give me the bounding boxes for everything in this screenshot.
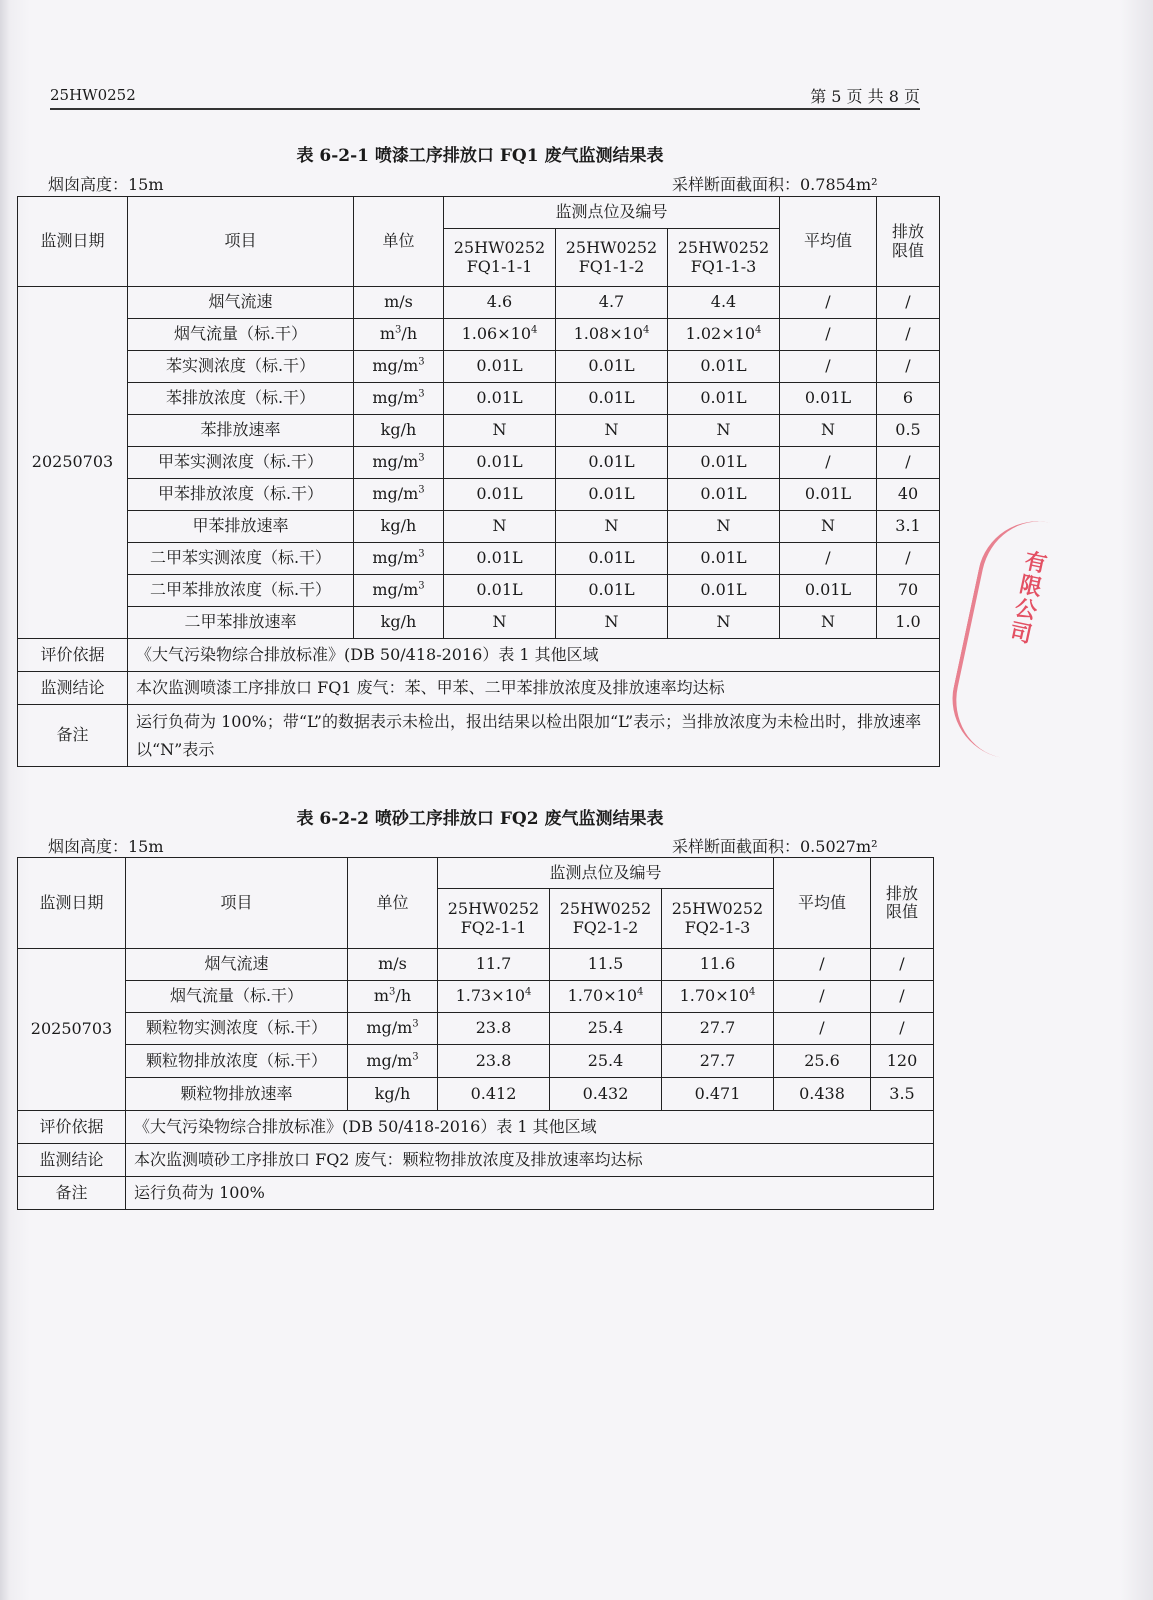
row-value-1: 23.8 bbox=[438, 1013, 550, 1045]
row-value-2: 0.432 bbox=[550, 1078, 662, 1111]
row-item: 甲苯排放速率 bbox=[128, 511, 354, 543]
row-value-2: 11.5 bbox=[550, 949, 662, 981]
row-value-2: 0.01L bbox=[556, 479, 668, 511]
row-item: 甲苯排放浓度（标.干） bbox=[128, 479, 354, 511]
row-unit: $mg/m^3$ bbox=[354, 479, 444, 511]
table1-date: 20250703 bbox=[18, 287, 128, 639]
row-value-1: 0.01L bbox=[444, 383, 556, 415]
row-unit: $m^3/h$ bbox=[354, 319, 444, 351]
row-value-2: 25.4 bbox=[550, 1013, 662, 1045]
row-avg: 25.6 bbox=[774, 1045, 871, 1078]
row-avg: N bbox=[780, 511, 877, 543]
row-limit: 0.5 bbox=[877, 415, 940, 447]
row-limit: 120 bbox=[871, 1045, 934, 1078]
row-unit: kg/h bbox=[354, 607, 444, 639]
row-item: 烟气流量（标.干） bbox=[126, 981, 348, 1013]
conclusion-label: 监测结论 bbox=[18, 672, 128, 705]
table1-basis-row bbox=[18, 639, 940, 672]
row-value-2: $1.08\times 10^4$ bbox=[556, 319, 668, 351]
table1-head-date: 监测日期 bbox=[18, 197, 128, 287]
row-limit: / bbox=[871, 981, 934, 1013]
row-unit: $m^3/h$ bbox=[348, 981, 438, 1013]
row-value-2: $1.70\times 10^4$ bbox=[550, 981, 662, 1013]
row-value-3: 0.01L bbox=[668, 479, 780, 511]
row-value-3: 27.7 bbox=[662, 1045, 774, 1078]
row-value-3: $1.70\times 10^4$ bbox=[662, 981, 774, 1013]
row-value-2: N bbox=[556, 607, 668, 639]
row-value-3: 4.4 bbox=[668, 287, 780, 319]
row-value-3: N bbox=[668, 511, 780, 543]
table2-title: 表 6-2-2 喷砂工序排放口 FQ2 废气监测结果表 bbox=[296, 809, 664, 829]
row-value-2: 0.01L bbox=[556, 543, 668, 575]
row-item: 烟气流量（标.干） bbox=[128, 319, 354, 351]
table-row bbox=[18, 319, 940, 351]
row-value-2: N bbox=[556, 511, 668, 543]
table1-note-row bbox=[18, 705, 940, 767]
row-limit: / bbox=[877, 287, 940, 319]
table-row bbox=[18, 1078, 934, 1111]
row-value-2: 0.01L bbox=[556, 351, 668, 383]
row-value-3: 0.01L bbox=[668, 543, 780, 575]
row-item: 颗粒物排放速率 bbox=[126, 1078, 348, 1111]
row-value-2: 0.01L bbox=[556, 383, 668, 415]
row-item: 苯排放浓度（标.干） bbox=[128, 383, 354, 415]
table1-title: 表 6-2-1 喷漆工序排放口 FQ1 废气监测结果表 bbox=[296, 146, 664, 166]
row-value-1: 0.412 bbox=[438, 1078, 550, 1111]
basis-label: 评价依据 bbox=[18, 1111, 126, 1144]
row-value-1: 4.6 bbox=[444, 287, 556, 319]
row-value-1: 0.01L bbox=[444, 351, 556, 383]
row-limit: 70 bbox=[877, 575, 940, 607]
row-value-3: $1.02\times 10^4$ bbox=[668, 319, 780, 351]
table2-head-point3: 25HW0252 FQ2-1-3 bbox=[662, 889, 774, 949]
table-row bbox=[18, 543, 940, 575]
row-value-1: $1.06\times 10^4$ bbox=[444, 319, 556, 351]
table-row bbox=[18, 383, 940, 415]
table2-conclusion-row bbox=[18, 1144, 934, 1177]
table-row bbox=[18, 415, 940, 447]
row-value-1: N bbox=[444, 511, 556, 543]
note-text: 运行负荷为 100%；带“L”的数据表示未检出，报出结果以检出限加“L”表示；当排放浓度为未检出时，排放速率以“N”表示 bbox=[128, 705, 940, 767]
row-unit: $mg/m^3$ bbox=[354, 575, 444, 607]
row-value-2: 4.7 bbox=[556, 287, 668, 319]
row-avg: / bbox=[774, 949, 871, 981]
note-text: 运行负荷为 100% bbox=[126, 1177, 934, 1210]
row-limit: 6 bbox=[877, 383, 940, 415]
table1-stack-height: 烟囱高度：15m bbox=[48, 175, 164, 194]
table-row bbox=[18, 607, 940, 639]
page-indicator: 第 5 页 共 8 页 bbox=[810, 87, 920, 106]
basis-label: 评价依据 bbox=[18, 639, 128, 672]
row-item: 颗粒物排放浓度（标.干） bbox=[126, 1045, 348, 1078]
row-value-2: 0.01L bbox=[556, 447, 668, 479]
row-item: 二甲苯实测浓度（标.干） bbox=[128, 543, 354, 575]
row-limit: 1.0 bbox=[877, 607, 940, 639]
conclusion-text: 本次监测喷砂工序排放口 FQ2 废气：颗粒物排放浓度及排放速率均达标 bbox=[126, 1144, 934, 1177]
table2-head-point2: 25HW0252 FQ2-1-2 bbox=[550, 889, 662, 949]
row-value-1: 0.01L bbox=[444, 447, 556, 479]
row-value-3: 0.471 bbox=[662, 1078, 774, 1111]
table-row bbox=[18, 479, 940, 511]
table1-conclusion-row bbox=[18, 672, 940, 705]
table2-note-row bbox=[18, 1177, 934, 1210]
table1-head-point2: 25HW0252 FQ1-1-2 bbox=[556, 229, 668, 287]
row-avg: 0.01L bbox=[780, 575, 877, 607]
row-value-1: 0.01L bbox=[444, 575, 556, 607]
table1-head-points: 监测点位及编号 bbox=[444, 197, 780, 229]
row-limit: / bbox=[871, 1013, 934, 1045]
basis-text: 《大气污染物综合排放标准》(DB 50/418-2016）表 1 其他区域 bbox=[126, 1111, 934, 1144]
table2-head-item: 项目 bbox=[126, 858, 348, 949]
row-value-2: N bbox=[556, 415, 668, 447]
row-item: 烟气流速 bbox=[128, 287, 354, 319]
row-unit: kg/h bbox=[348, 1078, 438, 1111]
row-unit: $mg/m^3$ bbox=[348, 1045, 438, 1078]
row-item: 二甲苯排放浓度（标.干） bbox=[128, 575, 354, 607]
table2-area: 采样断面截面积：0.5027m² bbox=[672, 837, 878, 856]
conclusion-text: 本次监测喷漆工序排放口 FQ1 废气：苯、甲苯、二甲苯排放浓度及排放速率均达标 bbox=[128, 672, 940, 705]
page-header bbox=[50, 84, 920, 110]
row-unit: $mg/m^3$ bbox=[354, 351, 444, 383]
table1-head-avg: 平均值 bbox=[780, 197, 877, 287]
row-limit: / bbox=[877, 447, 940, 479]
row-avg: 0.438 bbox=[774, 1078, 871, 1111]
table-row bbox=[18, 287, 940, 319]
row-unit: $mg/m^3$ bbox=[354, 543, 444, 575]
row-avg: N bbox=[780, 607, 877, 639]
row-value-3: 27.7 bbox=[662, 1013, 774, 1045]
row-limit: / bbox=[871, 949, 934, 981]
row-unit: m/s bbox=[354, 287, 444, 319]
row-avg: / bbox=[780, 287, 877, 319]
table-row bbox=[18, 447, 940, 479]
row-value-1: N bbox=[444, 415, 556, 447]
doc-number: 25HW0252 bbox=[50, 86, 136, 104]
row-value-1: N bbox=[444, 607, 556, 639]
row-value-3: 0.01L bbox=[668, 351, 780, 383]
table-row bbox=[18, 1013, 934, 1045]
conclusion-label: 监测结论 bbox=[18, 1144, 126, 1177]
table-row bbox=[18, 981, 934, 1013]
table2-head-date: 监测日期 bbox=[18, 858, 126, 949]
table1-head-unit: 单位 bbox=[354, 197, 444, 287]
row-limit: / bbox=[877, 543, 940, 575]
table1-head-point1: 25HW0252 FQ1-1-1 bbox=[444, 229, 556, 287]
table1 bbox=[17, 196, 940, 767]
row-value-2: 25.4 bbox=[550, 1045, 662, 1078]
row-avg: N bbox=[780, 415, 877, 447]
table2-head-points: 监测点位及编号 bbox=[438, 858, 774, 889]
row-value-3: N bbox=[668, 607, 780, 639]
note-label: 备注 bbox=[18, 705, 128, 767]
table-row bbox=[18, 351, 940, 383]
row-avg: / bbox=[780, 447, 877, 479]
row-value-3: N bbox=[668, 415, 780, 447]
row-item: 颗粒物实测浓度（标.干） bbox=[126, 1013, 348, 1045]
table2-basis-row bbox=[18, 1111, 934, 1144]
row-value-3: 11.6 bbox=[662, 949, 774, 981]
row-item: 二甲苯排放速率 bbox=[128, 607, 354, 639]
row-avg: / bbox=[774, 1013, 871, 1045]
row-value-1: 11.7 bbox=[438, 949, 550, 981]
table2-head-point1: 25HW0252 FQ2-1-1 bbox=[438, 889, 550, 949]
row-value-1: $1.73\times 10^4$ bbox=[438, 981, 550, 1013]
row-avg: / bbox=[780, 543, 877, 575]
row-avg: / bbox=[780, 351, 877, 383]
row-limit: 40 bbox=[877, 479, 940, 511]
row-value-3: 0.01L bbox=[668, 575, 780, 607]
row-value-1: 0.01L bbox=[444, 543, 556, 575]
row-value-1: 23.8 bbox=[438, 1045, 550, 1078]
table2-date: 20250703 bbox=[18, 949, 126, 1111]
table1-area: 采样断面截面积：0.7854m² bbox=[672, 175, 878, 194]
table1-head-item: 项目 bbox=[128, 197, 354, 287]
table2-head-limit: 排放 限值 bbox=[871, 858, 934, 949]
row-unit: kg/h bbox=[354, 415, 444, 447]
row-limit: 3.5 bbox=[871, 1078, 934, 1111]
basis-text: 《大气污染物综合排放标准》(DB 50/418-2016）表 1 其他区域 bbox=[128, 639, 940, 672]
table2-stack-height: 烟囱高度：15m bbox=[48, 837, 164, 856]
row-limit: / bbox=[877, 319, 940, 351]
row-value-2: 0.01L bbox=[556, 575, 668, 607]
row-unit: m/s bbox=[348, 949, 438, 981]
seal-text: 有限公司 bbox=[1004, 547, 1050, 648]
table2 bbox=[17, 857, 934, 1210]
table-row bbox=[18, 511, 940, 543]
row-avg: 0.01L bbox=[780, 479, 877, 511]
row-avg: / bbox=[774, 981, 871, 1013]
row-unit: kg/h bbox=[354, 511, 444, 543]
row-limit: 3.1 bbox=[877, 511, 940, 543]
table1-head-point3: 25HW0252 FQ1-1-3 bbox=[668, 229, 780, 287]
row-unit: $mg/m^3$ bbox=[348, 1013, 438, 1045]
row-item: 甲苯实测浓度（标.干） bbox=[128, 447, 354, 479]
row-value-1: 0.01L bbox=[444, 479, 556, 511]
table-row bbox=[18, 949, 934, 981]
table-row bbox=[18, 575, 940, 607]
row-item: 苯排放速率 bbox=[128, 415, 354, 447]
table-row bbox=[18, 1045, 934, 1078]
note-label: 备注 bbox=[18, 1177, 126, 1210]
row-avg: 0.01L bbox=[780, 383, 877, 415]
table2-head-unit: 单位 bbox=[348, 858, 438, 949]
row-item: 烟气流速 bbox=[126, 949, 348, 981]
row-item: 苯实测浓度（标.干） bbox=[128, 351, 354, 383]
row-value-3: 0.01L bbox=[668, 383, 780, 415]
row-avg: / bbox=[780, 319, 877, 351]
row-unit: $mg/m^3$ bbox=[354, 383, 444, 415]
row-limit: / bbox=[877, 351, 940, 383]
table2-head-avg: 平均值 bbox=[774, 858, 871, 949]
row-value-3: 0.01L bbox=[668, 447, 780, 479]
table1-head-limit: 排放 限值 bbox=[877, 197, 940, 287]
row-unit: $mg/m^3$ bbox=[354, 447, 444, 479]
